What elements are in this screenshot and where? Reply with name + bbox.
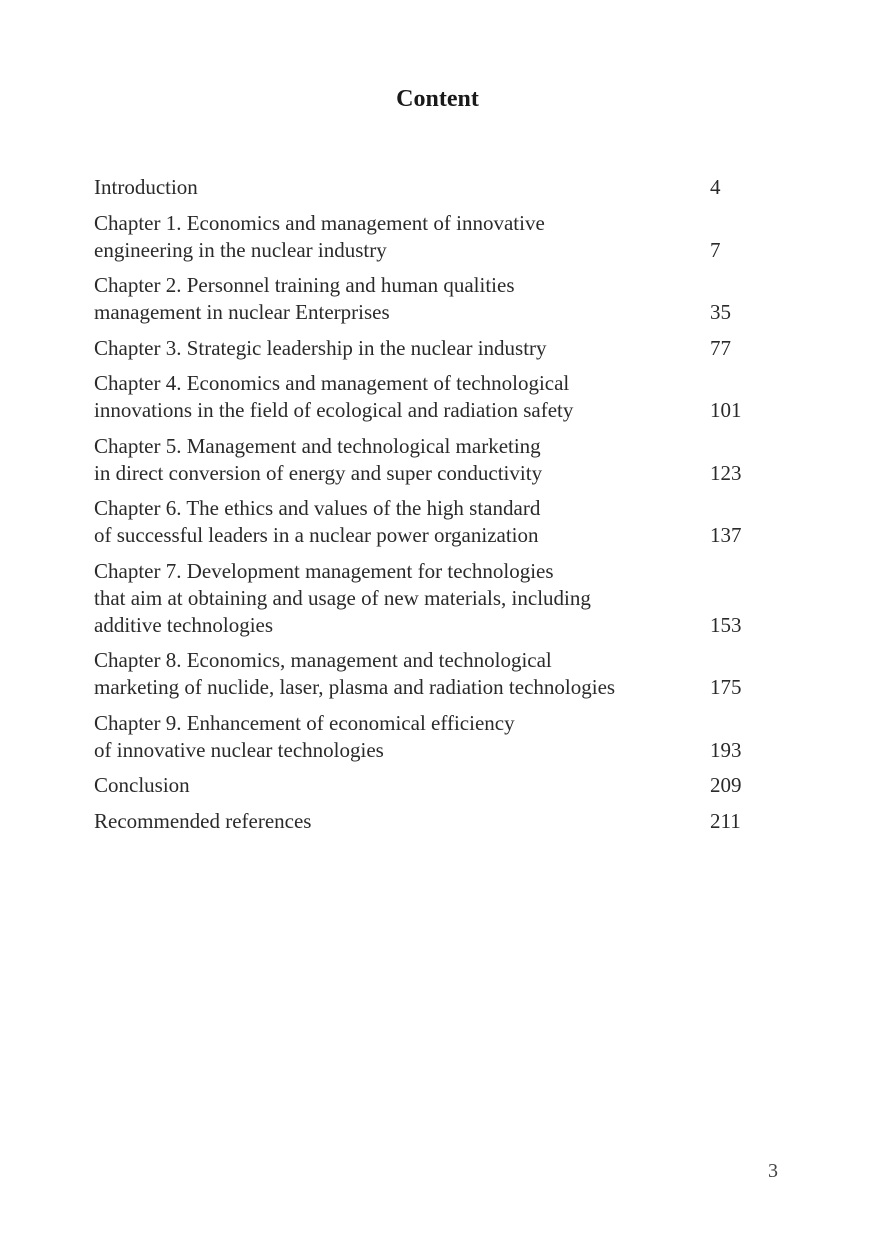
toc-page-number: 175 xyxy=(710,675,742,699)
toc-entry-conclusion xyxy=(94,772,794,799)
toc-entry-line: Chapter 8. Economics, management and technological xyxy=(94,648,552,672)
toc-page-number: 35 xyxy=(710,300,731,324)
toc-entry-text xyxy=(94,772,694,799)
toc-page-number: 101 xyxy=(710,398,742,422)
toc-entry-text xyxy=(94,808,694,835)
toc-entry-line: Chapter 9. Enhancement of economical efficiency xyxy=(94,710,515,735)
toc-page-number: 137 xyxy=(710,523,742,547)
toc-entry-line: Chapter 4. Economics and management of technological xyxy=(94,371,570,395)
toc-entry-references xyxy=(94,808,794,835)
toc-entry-line: Chapter 6. The ethics and values of the high standard xyxy=(94,496,541,520)
toc-entry-line: Chapter 1. Economics and management of innovative xyxy=(94,210,545,235)
toc-entry-line: management in nuclear Enterprises xyxy=(94,300,390,324)
toc-entry-text xyxy=(94,272,694,326)
toc-entry-line: of innovative nuclear technologies xyxy=(94,737,384,762)
toc-page-number: 123 xyxy=(710,460,742,485)
toc-page-number: 153 xyxy=(710,612,742,637)
toc-entry-chapter-8 xyxy=(94,647,794,701)
toc-entry-line: Chapter 5. Management and technological marketing xyxy=(94,433,541,458)
toc-entry-text xyxy=(94,210,694,264)
toc-entry-line: Recommended references xyxy=(94,808,312,833)
toc-entry-line: Introduction xyxy=(94,175,198,199)
toc-entry-chapter-6 xyxy=(94,495,794,549)
toc-entry-text xyxy=(94,558,694,639)
toc-entry-line: of successful leaders in a nuclear power organization xyxy=(94,523,539,547)
toc-entry-text xyxy=(94,647,694,701)
toc-entry-text xyxy=(94,370,694,424)
toc-page-number: 209 xyxy=(710,773,742,797)
toc-entry-chapter-3 xyxy=(94,335,794,362)
toc-page-number: 211 xyxy=(710,808,741,833)
toc-entry-text xyxy=(94,335,694,362)
toc-entry-line: that aim at obtaining and usage of new materials, including xyxy=(94,585,591,610)
toc-entry-chapter-5 xyxy=(94,433,794,487)
toc-entry-chapter-2 xyxy=(94,272,794,326)
toc-entry-line: additive technologies xyxy=(94,612,274,637)
toc-entry-line: marketing of nuclide, laser, plasma and radiation technologies xyxy=(94,675,616,699)
page-title: Content xyxy=(396,86,479,112)
toc-entry-line: in direct conversion of energy and super conductivity xyxy=(94,460,543,485)
toc-page-number: 193 xyxy=(710,737,742,762)
toc-entry-line: Chapter 7. Development management for technologies xyxy=(94,558,554,583)
toc-entry-text xyxy=(94,495,694,549)
toc-entry-line: innovations in the field of ecological and radiation safety xyxy=(94,398,574,422)
page-number-footer: 3 xyxy=(768,1160,778,1182)
toc-page-number: 77 xyxy=(710,335,731,360)
toc-entry-line: Chapter 2. Personnel training and human qualities xyxy=(94,273,515,297)
toc-entry-text xyxy=(94,433,694,487)
toc-entry-text xyxy=(94,710,694,764)
toc-entry-line: Chapter 3. Strategic leadership in the nuclear industry xyxy=(94,335,547,360)
toc-entry-chapter-1 xyxy=(94,210,794,264)
toc-page-number: 7 xyxy=(710,237,721,262)
toc-entry-introduction xyxy=(94,174,794,201)
table-of-contents xyxy=(94,174,794,843)
toc-entry-line: engineering in the nuclear industry xyxy=(94,237,387,262)
toc-entry-line: Conclusion xyxy=(94,773,190,797)
toc-entry-text xyxy=(94,174,694,201)
toc-entry-chapter-7 xyxy=(94,558,794,639)
toc-entry-chapter-4 xyxy=(94,370,794,424)
toc-page-number: 4 xyxy=(710,175,721,199)
toc-entry-chapter-9 xyxy=(94,710,794,764)
